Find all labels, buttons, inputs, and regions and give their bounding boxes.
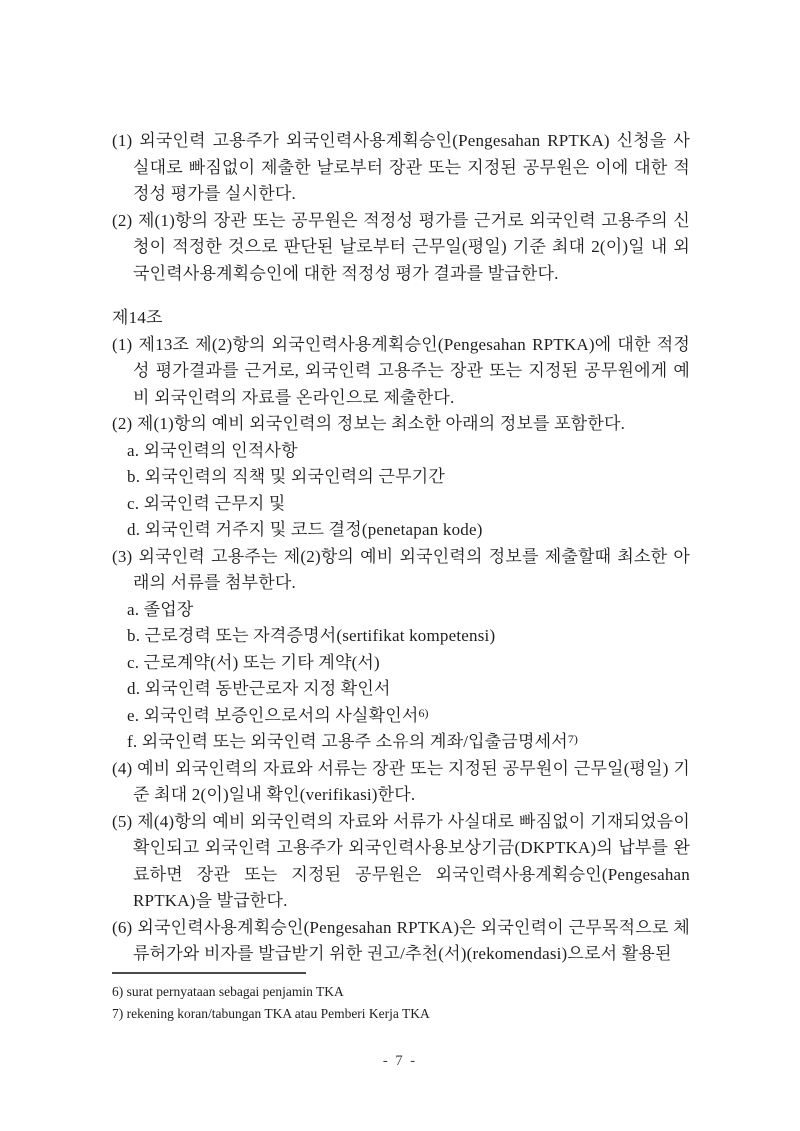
document-body (112, 128, 690, 968)
page-number: - 7 - (382, 1053, 418, 1069)
item-text: 외국인력의 직책 및 외국인력의 근무기간 (144, 467, 445, 486)
numbered-paragraph (112, 756, 690, 809)
heading-text: 제14조 (112, 308, 163, 327)
item-marker: b. (127, 626, 145, 645)
item-text: 외국인력 고용주는 제(2)항의 예비 외국인력의 정보를 제출할때 최소한 아래의 서류를 첨부한다. (133, 546, 690, 592)
footnote-divider (112, 972, 306, 974)
item-text: 제13조 제(2)항의 외국인력사용계획승인(Pengesahan RPTKA)에 대한 적정성 평가결과를 근거로, 외국인력 고용주는 장관 또는 지정된 공무원에게 예비 외국인력의 자료를 온라인으로 제출한다. (133, 334, 691, 407)
footnote-list (112, 981, 690, 1024)
item-marker: d. (127, 679, 145, 698)
item-marker: (3) (112, 546, 139, 566)
item-marker: c. (127, 652, 144, 672)
item-text: 근로경력 또는 자격증명서(sertifikat kompetensi) (144, 626, 496, 645)
footnote-ref: 7) (567, 732, 578, 746)
footnote-marker: 7) (112, 1005, 127, 1021)
list-subitem (127, 597, 690, 624)
item-text: 제(1)항의 장관 또는 공무원은 적정성 평가를 근거로 외국인력 고용주의 신청이 적정한 것으로 판단된 날로부터 근무일(평일) 기준 최대 2(이)일 내 외국인력사용계획승인에 대한 적정성 평가 결과를 발급한다. (133, 210, 690, 283)
item-marker: (4) (112, 758, 138, 778)
footnote-text: rekening koran/tabungan TKA atau Pemberi Kerja TKA (126, 1005, 430, 1021)
item-text: 외국인력 근무지 및 (143, 493, 286, 513)
list-subitem (127, 676, 690, 703)
footnote-marker: 6) (112, 984, 127, 999)
list-subitem (127, 464, 690, 491)
item-marker: (1) (112, 131, 140, 150)
numbered-paragraph (112, 411, 690, 438)
list-subitem (127, 623, 690, 650)
item-marker: (6) (112, 917, 138, 937)
footnote-text: surat pernyataan sebagai penjamin TKA (126, 984, 344, 999)
item-marker: b. (127, 467, 145, 486)
footnote-section (112, 972, 690, 1024)
list-subitem (127, 438, 690, 465)
item-marker: a. (127, 599, 144, 619)
item-marker: c. (127, 493, 144, 513)
numbered-paragraph (112, 544, 690, 597)
item-marker: d. (127, 520, 145, 539)
item-marker: e. (127, 705, 144, 725)
item-text: 예비 외국인력의 자료와 서류는 장관 또는 지정된 공무원이 근무일(평일) 기준 최대 2(이)일내 확인(verifikasi)한다. (133, 758, 691, 804)
item-text: 외국인력 또는 외국인력 고용주 소유의 계좌/입출금명세서 (141, 732, 568, 751)
item-marker: a. (127, 440, 144, 460)
numbered-paragraph (112, 915, 690, 968)
item-text: 외국인력사용계획승인(Pengesahan RPTKA)은 외국인력이 근무목적으로 체류허가와 비자를 발급받기 위한 권고/추천(서)(rekomendasi)으로서 활용된 (133, 917, 691, 963)
item-text: 외국인력의 인적사항 (143, 440, 298, 460)
item-marker: f. (127, 732, 142, 751)
item-text: 제(4)항의 예비 외국인력의 자료와 서류가 사실대로 빠짐없이 기재되었음이 확인되고 외국인력 고용주가 외국인력사용보상기금(DKPTKA)의 납부를 완료하면 장관 또는 지정된 공무원은 외국인력사용계획승인(Pengesahan RPTKA)을 발급한다. (133, 811, 690, 910)
list-subitem (127, 517, 690, 544)
item-text: 외국인력 고용주가 외국인력사용계획승인(Pengesahan RPTKA) 신청을 사실대로 빠짐없이 제출한 날로부터 장관 또는 지정된 공무원은 이에 대한 적정성 평가를 실시한다. (133, 131, 691, 203)
list-subitem (127, 491, 690, 518)
section-heading (112, 305, 690, 332)
numbered-paragraph (112, 128, 690, 208)
item-marker: (5) (112, 811, 138, 831)
item-text: 근로계약(서) 또는 기타 계약(서) (143, 652, 380, 672)
numbered-paragraph (112, 208, 690, 288)
footnote-ref: 6) (418, 705, 429, 720)
numbered-paragraph (112, 332, 690, 412)
item-text: 외국인력 보증인으로서의 사실확인서 (143, 705, 419, 725)
item-text: 제(1)항의 예비 외국인력의 정보는 최소한 아래의 정보를 포함한다. (136, 414, 626, 433)
item-marker: (1) (112, 334, 139, 354)
item-text: 졸업장 (143, 599, 194, 619)
item-marker: (2) (112, 210, 138, 230)
numbered-paragraph (112, 809, 690, 915)
footnote (112, 1003, 690, 1025)
item-text: 외국인력 동반근로자 지정 확인서 (144, 679, 391, 698)
list-subitem (127, 650, 690, 677)
footnote (112, 981, 690, 1003)
list-subitem (127, 729, 690, 756)
list-subitem (127, 703, 690, 730)
item-marker: (2) (112, 414, 137, 433)
item-text: 외국인력 거주지 및 코드 결정(penetapan kode) (144, 520, 483, 539)
